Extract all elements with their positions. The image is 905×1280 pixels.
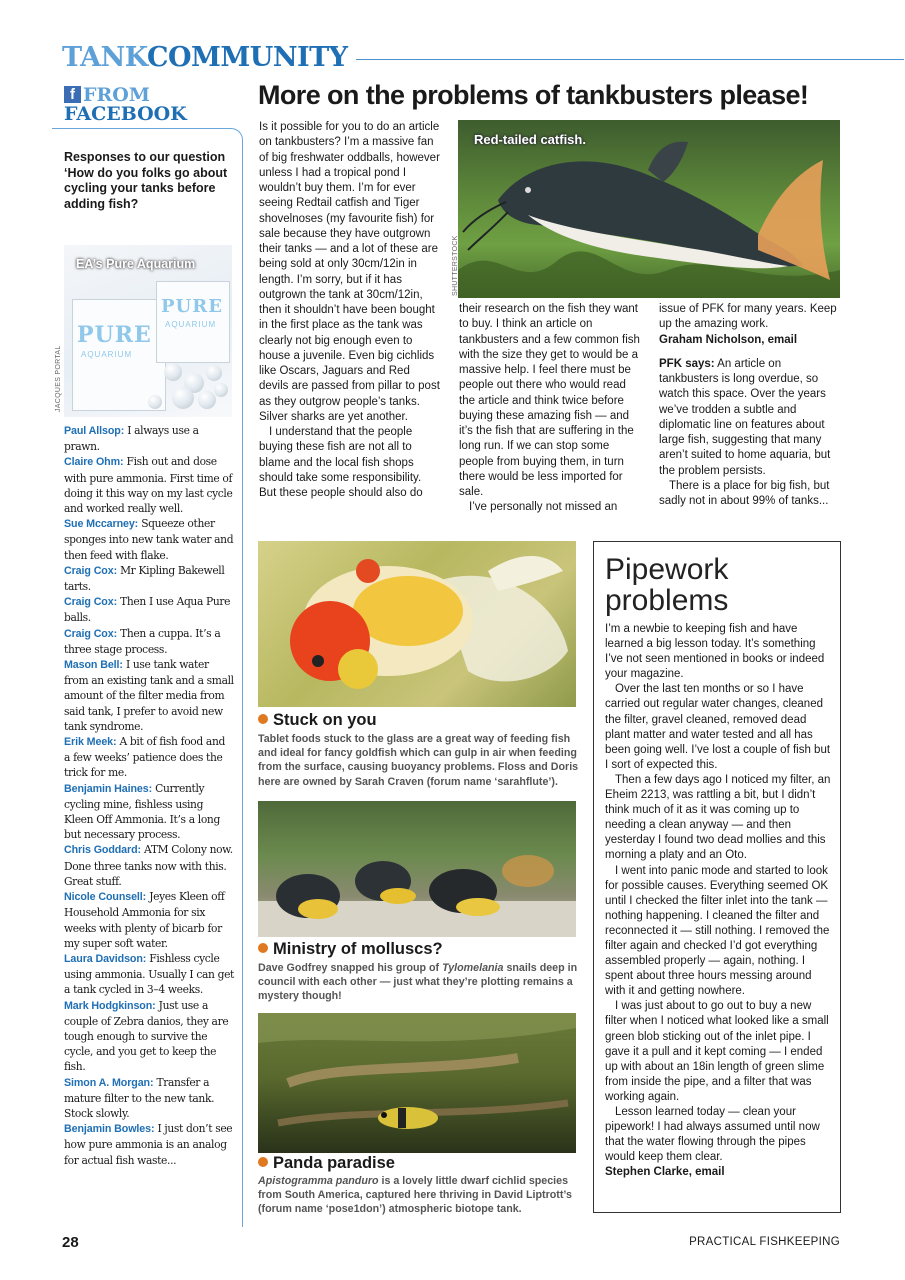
letter-column-3: issue of PFK for many years. Keep up the amazing work. Graham Nicholson, email PFK says: An article on tankbusters is long overdue, so watch this space. Over the years we’ve trodden a subtle and diplomatic line on features about large fish, suggesting that many aren’t suited to home aquaria, but the problem persists. There is a place for big fish, but sadly not in about 99% of tanks... <box>659 302 841 509</box>
magazine-name: PRACTICAL FISHKEEPING <box>689 1236 840 1248</box>
gel-bead <box>214 383 228 397</box>
pure-jar-left: PURE AQUARIUM <box>72 299 166 411</box>
response-item: Nicole Counsell: Jeyes Kleen off Household Ammonia for six weeks with plenty of bicarb for my super soft water. <box>64 890 225 950</box>
goldfish-photo <box>258 541 576 707</box>
response-item: Paul Allsop: I always use a prawn. <box>64 424 199 454</box>
pipework-body: I’m a newbie to keeping fish and have learned a big lesson today. It’s something I’ve not seen mentioned in books or indeed your magazine. Over the last ten months or so I have carried out regular water changes, cleaned the filter, gravel cleaned, removed dead plant matter and water tested and all has been going well. I’ve lost a couple of fish but I sort of expected this. Then a few days ago I noticed my filter, an Eheim 2213, was rattling a bit, but I didn’t think much of it as it was coming up to needing a clean anyway — and then yesterday I found two dead mollies and this morning a platy and an Oto. I went into panic mode and started to look for possible causes. Everything seemed OK until I checked the filter inlet into the tank — nothing happening. I cleaned the filter and reconnected it — still nothing. I removed the filter again and checked I’d got everything assembled properly — again, nothing. I spent about three hours messing around with it and getting nowhere. I was just about to go out to buy a new filter when I noticed what looked like a small green blob sticking out of the inlet pipe. I gave it a pull and it kept coming — I ended up with about an 18in length of green slime from inside the pipe, and a filter that was working again. Lesson learned today — clean your pipework! I had always assumed until now that the water flowing through the pipes would keep them clear. Stephen Clarke, email <box>605 622 833 1180</box>
panda-cichlid-photo <box>258 1013 576 1153</box>
bullet-dot <box>258 943 268 953</box>
section-header: TANKCOMMUNITY <box>62 42 348 73</box>
catfish-caption: Red-tailed catfish. <box>474 132 586 147</box>
photo-credit-jacques: JACQUES PORTAL <box>55 345 62 412</box>
goldfish-illustration <box>258 541 576 707</box>
gel-bead <box>164 363 182 381</box>
letter-title: More on the problems of tankbusters please! <box>258 80 809 110</box>
panda-paradise-heading: Panda paradise <box>258 1154 395 1173</box>
gel-bead <box>206 365 222 381</box>
response-item: Mason Bell: I use tank water from an existing tank and a small amount of the filter media from said tank, I prefer to avoid new tank syndrome. <box>64 658 234 733</box>
response-item: Craig Cox: Mr Kipling Bakewell tarts. <box>64 563 225 594</box>
response-item: Sue Mccarney: Squeeze other sponges into new tank water and then feed with flake. <box>64 517 234 562</box>
page-number: 28 <box>62 1234 79 1251</box>
red-tailed-catfish-photo <box>458 120 840 298</box>
letter-column-2: their research on the fish they want to buy. I think an article on tankbusters and a few common fish with the size they get to would be a massive help. I feel there must be people out there who would read the article and think twice before buying these amazing fish — and it’s the fish that are suffering in the long run. If we can stop some people from buying them, in turn there would be less imported for sale. I’ve personally not missed an <box>459 303 640 514</box>
letter-column-1: Is it possible for you to do an article on tankbusters? I’m a massive fan of big freshwater oddballs, however unless I had a tropical pond I wouldn’t buy them. I’m for ever seeing Redtail catfish and Tiger shovelnoses (my favourite fish) for sale because they have outgrown their tanks — and a lot of these are being sold at only 30cm/12in in length. I’m sorry, but if it has outgrown the tank at 30cm/12in, then it shouldn’t have been bought in the first place as the tank was clearly not big enough even to house a juvenile. Even big cichlids like Oscars, Jaguars and Red devils are passed from pillar to post as they outgrow people’s tanks. Silver sharks are yet another. I understand that the people buying these fish are not all to blame and the local fish shops should take some responsibility. But these people should also do <box>259 121 440 499</box>
response-item: Chris Goddard: ATM Colony now. Done three tanks now with this. Great stuff. <box>64 843 233 888</box>
response-item: Simon A. Morgan: Transfer a mature filter to the new tank. Stock slowly. <box>64 1075 215 1120</box>
response-item: Laura Davidson: Fishless cycle using ammonia. Usually I can get a tank cycled in 3–4 weeks. <box>64 951 234 997</box>
stuck-on-you-heading: Stuck on you <box>258 711 377 730</box>
response-item: Mark Hodgkinson: Just use a couple of Zebra danios, they are tough enough to survive the cycle, and you get to keep the fish. <box>64 998 229 1074</box>
pipework-title: Pipework problems <box>605 553 729 617</box>
stuck-on-you-caption: Tablet foods stuck to the glass are a great way of feeding fish and ideal for fancy goldfish which can gulp in air when feeding from the surface, causing buoyancy problems. Floss and Doris here are owned by Sarah Craven (forum name ‘sarahflute’). <box>258 733 579 788</box>
response-item: Erik Meek: A bit of fish food and a few weeks’ patience does the trick for me. <box>64 735 225 780</box>
response-item: Craig Cox: Then I use Aqua Pure balls. <box>64 595 231 625</box>
ministry-of-molluscs-heading: Ministry of molluscs? <box>258 940 443 959</box>
panda-illustration <box>258 1013 576 1153</box>
snails-photo <box>258 801 576 937</box>
facebook-icon: f <box>64 86 81 103</box>
bullet-dot <box>258 714 268 724</box>
snails-illustration <box>258 801 576 937</box>
gel-bead <box>172 387 194 409</box>
pure-aquarium-photo <box>64 245 232 417</box>
response-item: Craig Cox: Then a cuppa. It’s a three stage process. <box>64 626 221 656</box>
responses-list <box>64 423 234 1168</box>
facebook-question: Responses to our question ‘How do you folks go about cycling your tanks before adding fish? <box>64 150 228 211</box>
response-item: Benjamin Bowles: I just don’t see how pure ammonia is an analog for actual fish waste... <box>64 1122 233 1167</box>
panda-paradise-caption: Apistogramma panduro is a lovely little dwarf cichlid species from South America, captured here thriving in David Liptrott’s (forum name ‘pose1don’) atmospheric biotope tank. <box>258 1175 572 1216</box>
photo-credit-shutterstock: SHUTTERSTOCK <box>452 235 459 296</box>
response-item: Claire Ohm: Fish out and dose with pure ammonia. First time of doing it this way on my last cycle and worked really well. <box>64 455 233 516</box>
gel-bead <box>198 391 216 409</box>
header-rule <box>356 59 904 60</box>
letter-signoff: Graham Nicholson, email <box>659 333 798 346</box>
pure-aquarium-caption: EA’s Pure Aquarium <box>76 257 196 271</box>
bullet-dot <box>258 1157 268 1167</box>
pipework-signoff: Stephen Clarke, email <box>605 1166 725 1179</box>
from-facebook-heading: f FROM FACEBOOK <box>64 84 187 125</box>
ministry-of-molluscs-caption: Dave Godfrey snapped his group of Tylomelania snails deep in council with each other — just what they’re plotting remains a mystery though! <box>258 962 578 1003</box>
response-item: Benjamin Haines: Currently cycling mine, fishless using Kleen Off Ammonia. It’s a long but necessary process. <box>64 781 220 842</box>
pure-jar-right: PURE AQUARIUM <box>156 281 230 363</box>
gel-bead <box>148 395 162 409</box>
